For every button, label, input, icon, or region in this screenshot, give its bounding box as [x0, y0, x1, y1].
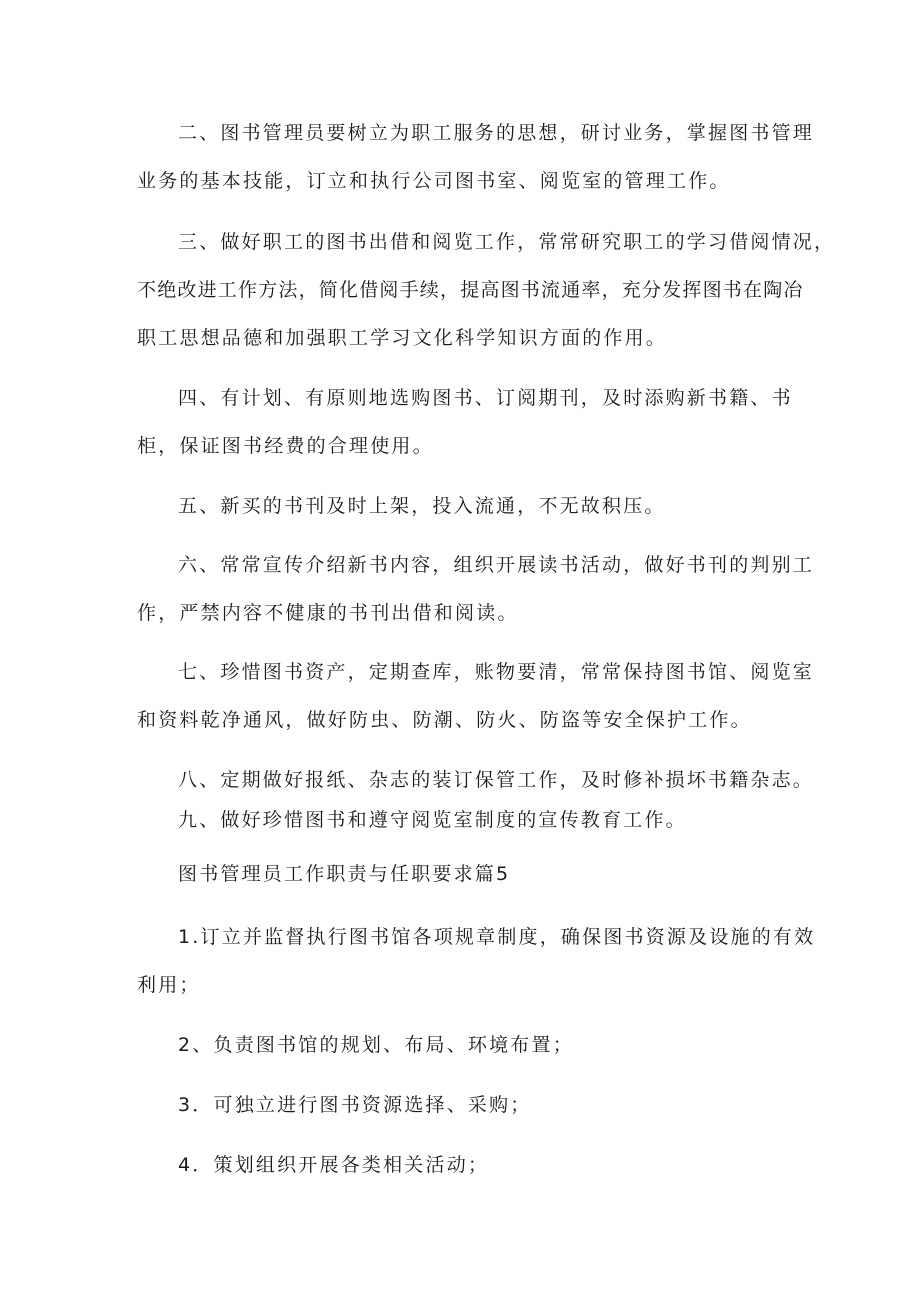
- item-3-line-1: 3．可独立进行图书资源选择、采购；: [178, 1094, 532, 1116]
- paragraph-8-line-1: 八、定期做好报纸、杂志的装订保管工作，及时修补损坏书籍杂志。: [178, 769, 815, 791]
- paragraph-6-line-1: 六、常常宣传介绍新书内容，组织开展读书活动，做好书刊的判别工: [178, 554, 815, 576]
- paragraph-7-line-1: 七、珍惜图书资产，定期查库，账物要清，常常保持图书馆、阅览室: [178, 661, 815, 683]
- item-4-line-1: 4．策划组织开展各类相关活动；: [178, 1154, 490, 1176]
- paragraph-3-line-3: 职工思想品德和加强职工学习文化科学知识方面的作用。: [137, 327, 668, 349]
- section-heading: 图书管理员工作职责与任职要求篇5: [178, 863, 511, 885]
- paragraph-9-line-1: 九、做好珍惜图书和遵守阅览室制度的宣传教育工作。: [178, 809, 687, 831]
- paragraph-5-line-1: 五、新买的书刊及时上架，投入流通，不无故积压。: [178, 495, 666, 517]
- paragraph-3-line-2: 不绝改进工作方法，简化借阅手续，提高图书流通率，充分发挥图书在陶冶: [137, 279, 804, 301]
- item-1-line-1: 1.订立并监督执行图书馆各项规章制度，确保图书资源及设施的有效: [178, 926, 816, 948]
- paragraph-6-line-2: 作，严禁内容不健康的书刊出借和阅读。: [137, 602, 519, 624]
- paragraph-2-line-1: 二、图书管理员要树立为职工服务的思想，研讨业务，掌握图书管理: [178, 122, 815, 144]
- item-1-line-2: 利用；: [137, 974, 201, 996]
- paragraph-3-line-1: 三、做好职工的图书出借和阅览工作，常常研究职工的学习借阅情况，: [178, 231, 836, 253]
- paragraph-7-line-2: 和资料乾净通风，做好防虫、防潮、防火、防盗等安全保护工作。: [137, 709, 752, 731]
- paragraph-4-line-1: 四、有计划、有原则地选购图书、订阅期刊，及时添购新书籍、书: [178, 387, 793, 409]
- paragraph-4-line-2: 柜，保证图书经费的合理使用。: [137, 435, 434, 457]
- paragraph-2-line-2: 业务的基本技能，订立和执行公司图书室、阅览室的管理工作。: [137, 170, 731, 192]
- item-2-line-1: 2、负责图书馆的规划、布局、环境布置；: [178, 1034, 574, 1056]
